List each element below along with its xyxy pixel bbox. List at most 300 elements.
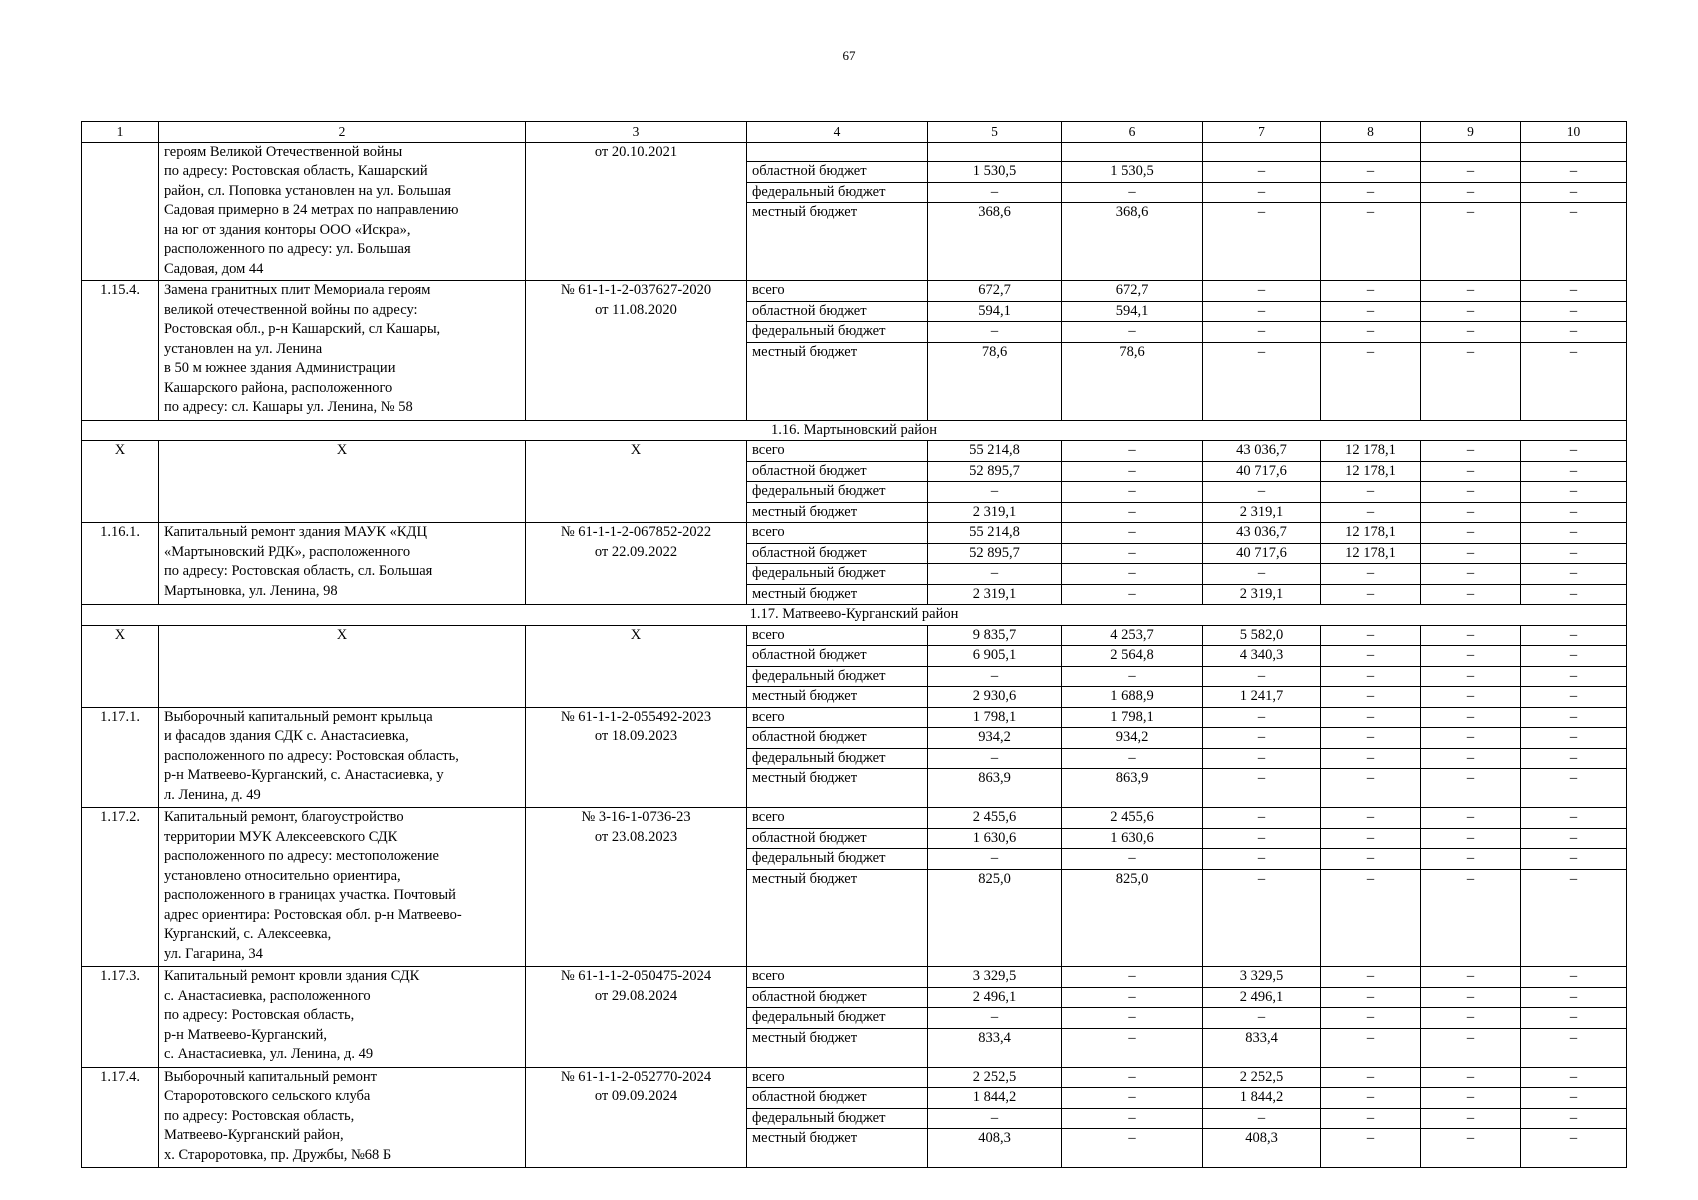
funding-source: всего (747, 1067, 928, 1088)
amount-col-10: – (1521, 987, 1627, 1008)
amount-col-10: – (1521, 502, 1627, 523)
amount-col-8: – (1321, 342, 1421, 420)
amount-col-9: – (1421, 342, 1521, 420)
section-title: 1.16. Мартыновский район (82, 420, 1627, 441)
amount-col-10: – (1521, 769, 1627, 808)
amount-col-9: – (1421, 281, 1521, 302)
amount-col-9 (1421, 142, 1521, 162)
amount-col-8: – (1321, 203, 1421, 281)
amount-col-10: – (1521, 849, 1627, 870)
column-number-6: 6 (1062, 122, 1203, 143)
funding-source: областной бюджет (747, 987, 928, 1008)
amount-col-5: 6 905,1 (928, 646, 1062, 667)
amount-col-8: – (1321, 584, 1421, 605)
description-line: расположенного по адресу: ул. Большая (164, 241, 411, 257)
item-number-text: 1.17.2. (100, 809, 140, 825)
amount-col-6: – (1062, 584, 1203, 605)
amount-col-6: 78,6 (1062, 342, 1203, 420)
document-line: Х (630, 626, 642, 643)
description-line: л. Ленина, д. 49 (164, 786, 261, 803)
amount-col-9: – (1421, 482, 1521, 503)
amount-col-6: – (1062, 967, 1203, 988)
amount-col-5: 863,9 (928, 769, 1062, 808)
description-line: Х (336, 626, 348, 643)
document-line: от 29.08.2024 (594, 987, 678, 1004)
amount-col-5: 368,6 (928, 203, 1062, 281)
description-line: расположенного по адресу: местоположение (164, 848, 439, 864)
column-number-1: 1 (82, 122, 159, 143)
item-description (159, 441, 526, 523)
document-line: от 11.08.2020 (595, 301, 677, 318)
amount-col-5: – (928, 666, 1062, 687)
amount-col-8: – (1321, 728, 1421, 749)
funding-source: всего (747, 441, 928, 462)
amount-col-6: 863,9 (1062, 769, 1203, 808)
funding-source: всего (747, 967, 928, 988)
funding-source: федеральный бюджет (747, 1108, 928, 1129)
column-number-5: 5 (928, 122, 1062, 143)
amount-col-5: 78,6 (928, 342, 1062, 420)
description-line: район, сл. Поповка установлен на ул. Большая (164, 182, 451, 199)
funding-source: федеральный бюджет (747, 1008, 928, 1029)
table-row (82, 967, 1627, 988)
amount-col-8: – (1321, 666, 1421, 687)
amount-col-10: – (1521, 707, 1627, 728)
column-number-4: 4 (747, 122, 928, 143)
amount-col-10: – (1521, 967, 1627, 988)
amount-col-6: 2 564,8 (1062, 646, 1203, 667)
amount-col-5: – (928, 564, 1062, 585)
description-line: по адресу: Ростовская область, (164, 1007, 355, 1023)
amount-col-10: – (1521, 1108, 1627, 1129)
amount-col-6: 1 530,5 (1062, 162, 1203, 183)
amount-col-6: – (1062, 1067, 1203, 1088)
amount-col-7: 40 717,6 (1203, 461, 1321, 482)
amount-col-8: 12 178,1 (1321, 523, 1421, 544)
item-number (82, 808, 159, 967)
description-line: Капитальный ремонт здания МАУК «КДЦ (164, 524, 427, 540)
amount-col-10: – (1521, 1129, 1627, 1168)
amount-col-8: – (1321, 301, 1421, 322)
description-line: Кашарского района, расположенного (164, 379, 393, 396)
amount-col-6: – (1062, 502, 1203, 523)
amount-col-8: – (1321, 1108, 1421, 1129)
document-reference (526, 1067, 747, 1168)
amount-col-8: 12 178,1 (1321, 461, 1421, 482)
amount-col-5: 825,0 (928, 869, 1062, 967)
amount-col-10: – (1521, 666, 1627, 687)
amount-col-9: – (1421, 162, 1521, 183)
document-line: от 09.09.2024 (594, 1088, 678, 1104)
funding-source: областной бюджет (747, 646, 928, 667)
amount-col-7: – (1203, 182, 1321, 203)
funding-source: федеральный бюджет (747, 482, 928, 503)
amount-col-10: – (1521, 646, 1627, 667)
funding-source: местный бюджет (747, 1028, 928, 1067)
amount-col-7: – (1203, 301, 1321, 322)
description-line: ул. Гагарина, 34 (164, 945, 263, 962)
amount-col-6: – (1062, 441, 1203, 462)
amount-col-8: – (1321, 162, 1421, 183)
amount-col-5: – (928, 748, 1062, 769)
amount-col-5: – (928, 849, 1062, 870)
funding-source: областной бюджет (747, 301, 928, 322)
amount-col-9: – (1421, 502, 1521, 523)
funding-source: всего (747, 523, 928, 544)
amount-col-9: – (1421, 1108, 1521, 1129)
table-row (82, 625, 1627, 646)
amount-col-7: – (1203, 769, 1321, 808)
amount-col-10: – (1521, 543, 1627, 564)
funding-source: федеральный бюджет (747, 182, 928, 203)
amount-col-7: – (1203, 1108, 1321, 1129)
amount-col-5: 672,7 (928, 281, 1062, 302)
description-line: Курганский, с. Алексеевка, (164, 926, 332, 942)
amount-col-10: – (1521, 342, 1627, 420)
amount-col-5: 52 895,7 (928, 543, 1062, 564)
description-line: Замена гранитных плит Мемориала героям (164, 282, 431, 298)
amount-col-9: – (1421, 828, 1521, 849)
table-row (82, 808, 1627, 829)
amount-col-5: 1 798,1 (928, 707, 1062, 728)
amount-col-10: – (1521, 584, 1627, 605)
amount-col-10: – (1521, 182, 1627, 203)
amount-col-5: 2 319,1 (928, 502, 1062, 523)
document-reference (526, 707, 747, 808)
description-line: «Мартыновский РДК», расположенного (164, 543, 411, 560)
item-description (159, 142, 526, 281)
item-description (159, 967, 526, 1068)
amount-col-9: – (1421, 322, 1521, 343)
amount-col-8: – (1321, 502, 1421, 523)
amount-col-10: – (1521, 748, 1627, 769)
amount-col-5: – (928, 182, 1062, 203)
amount-col-6: – (1062, 543, 1203, 564)
document-line: № 61-1-1-2-055492-2023 (560, 708, 712, 725)
amount-col-7: 833,4 (1203, 1028, 1321, 1067)
item-number-text: Х (114, 442, 126, 458)
description-line: в 50 м южнее здания Администрации (164, 360, 396, 376)
funding-source: федеральный бюджет (747, 666, 928, 687)
amount-col-5: – (928, 482, 1062, 503)
amount-col-10: – (1521, 162, 1627, 183)
amount-col-8: – (1321, 646, 1421, 667)
budget-table (81, 121, 1627, 1168)
amount-col-7: 43 036,7 (1203, 523, 1321, 544)
table-row (82, 281, 1627, 302)
description-line: Садовая, дом 44 (164, 260, 264, 277)
funding-source: федеральный бюджет (747, 849, 928, 870)
funding-source: федеральный бюджет (747, 748, 928, 769)
funding-source: всего (747, 707, 928, 728)
amount-col-9: – (1421, 1028, 1521, 1067)
funding-source (747, 142, 928, 162)
amount-col-7: 4 340,3 (1203, 646, 1321, 667)
document-line: от 22.09.2022 (594, 543, 678, 560)
amount-col-8: – (1321, 828, 1421, 849)
funding-source: местный бюджет (747, 869, 928, 967)
amount-col-7: 40 717,6 (1203, 543, 1321, 564)
amount-col-9: – (1421, 564, 1521, 585)
amount-col-10: – (1521, 869, 1627, 967)
amount-col-7: 1 241,7 (1203, 687, 1321, 708)
funding-source: местный бюджет (747, 1129, 928, 1168)
amount-col-9: – (1421, 301, 1521, 322)
amount-col-5: 55 214,8 (928, 441, 1062, 462)
amount-col-9: – (1421, 707, 1521, 728)
amount-col-6: 934,2 (1062, 728, 1203, 749)
amount-col-7: 2 319,1 (1203, 502, 1321, 523)
amount-col-7: – (1203, 707, 1321, 728)
amount-col-7: 2 319,1 (1203, 584, 1321, 605)
amount-col-6: 1 630,6 (1062, 828, 1203, 849)
amount-col-6: 594,1 (1062, 301, 1203, 322)
amount-col-6: – (1062, 322, 1203, 343)
amount-col-9: – (1421, 808, 1521, 829)
amount-col-5: 1 630,6 (928, 828, 1062, 849)
document-reference (526, 441, 747, 523)
amount-col-7: – (1203, 162, 1321, 183)
description-line: адрес ориентира: Ростовская обл. р-н Матвеево- (164, 906, 462, 923)
amount-col-9: – (1421, 967, 1521, 988)
amount-col-7: 5 582,0 (1203, 625, 1321, 646)
funding-source: областной бюджет (747, 461, 928, 482)
amount-col-8: – (1321, 625, 1421, 646)
column-number-2: 2 (159, 122, 526, 143)
amount-col-8: – (1321, 182, 1421, 203)
amount-col-9: – (1421, 646, 1521, 667)
amount-col-6: 1 798,1 (1062, 707, 1203, 728)
amount-col-9: – (1421, 461, 1521, 482)
amount-col-8: – (1321, 707, 1421, 728)
amount-col-6: 825,0 (1062, 869, 1203, 967)
item-number (82, 142, 159, 281)
amount-col-8: 12 178,1 (1321, 441, 1421, 462)
funding-source: федеральный бюджет (747, 322, 928, 343)
funding-source: местный бюджет (747, 584, 928, 605)
document-reference (526, 625, 747, 707)
amount-col-10: – (1521, 441, 1627, 462)
description-line: установлен на ул. Ленина (164, 340, 323, 357)
amount-col-10: – (1521, 523, 1627, 544)
document-line: № 61-1-1-2-050475-2024 (560, 968, 712, 984)
amount-col-9: – (1421, 869, 1521, 967)
amount-col-7: – (1203, 728, 1321, 749)
section-row (82, 605, 1627, 626)
document-reference (526, 281, 747, 421)
amount-col-7: 1 844,2 (1203, 1088, 1321, 1109)
amount-col-6: – (1062, 1129, 1203, 1168)
amount-col-5: 408,3 (928, 1129, 1062, 1168)
amount-col-10: – (1521, 564, 1627, 585)
amount-col-5: 9 835,7 (928, 625, 1062, 646)
amount-col-6: – (1062, 1108, 1203, 1129)
funding-source: всего (747, 281, 928, 302)
amount-col-9: – (1421, 523, 1521, 544)
document-reference (526, 142, 747, 281)
amount-col-6: – (1062, 482, 1203, 503)
amount-col-7: – (1203, 1008, 1321, 1029)
amount-col-5: 1 844,2 (928, 1088, 1062, 1109)
amount-col-5: 2 496,1 (928, 987, 1062, 1008)
amount-col-7: – (1203, 564, 1321, 585)
document-line: № 61-1-1-2-067852-2022 (560, 524, 712, 540)
amount-col-8: – (1321, 967, 1421, 988)
item-number-text: 1.15.4. (100, 282, 140, 298)
document-reference (526, 967, 747, 1068)
amount-col-8: – (1321, 869, 1421, 967)
amount-col-9: – (1421, 1008, 1521, 1029)
amount-col-6: – (1062, 1008, 1203, 1029)
amount-col-7: 43 036,7 (1203, 441, 1321, 462)
funding-source: местный бюджет (747, 687, 928, 708)
amount-col-10: – (1521, 808, 1627, 829)
amount-col-7: 408,3 (1203, 1129, 1321, 1168)
amount-col-10: – (1521, 1028, 1627, 1067)
description-line: р-н Матвеево-Курганский, (164, 1026, 328, 1043)
amount-col-8: – (1321, 1067, 1421, 1088)
amount-col-7: 2 252,5 (1203, 1067, 1321, 1088)
amount-col-7: 2 496,1 (1203, 987, 1321, 1008)
description-line: территории МУК Алексеевского СДК (164, 828, 398, 845)
item-description (159, 707, 526, 808)
amount-col-6 (1062, 142, 1203, 162)
amount-col-8: – (1321, 748, 1421, 769)
amount-col-9: – (1421, 728, 1521, 749)
funding-source: областной бюджет (747, 828, 928, 849)
item-number (82, 523, 159, 605)
amount-col-7: – (1203, 748, 1321, 769)
page-number: 67 (842, 48, 856, 63)
description-line: на юг от здания конторы ООО «Искра», (164, 221, 411, 238)
amount-col-9: – (1421, 666, 1521, 687)
description-line: Мартыновка, ул. Ленина, 98 (164, 582, 338, 599)
item-number (82, 281, 159, 421)
amount-col-9: – (1421, 1129, 1521, 1168)
description-line: расположенного в границах участка. Почтовый (164, 887, 456, 903)
item-description (159, 1067, 526, 1168)
amount-col-7 (1203, 142, 1321, 162)
description-line: установлено относительно ориентира, (164, 867, 401, 884)
amount-col-5: 52 895,7 (928, 461, 1062, 482)
amount-col-9: – (1421, 1088, 1521, 1109)
amount-col-9: – (1421, 849, 1521, 870)
amount-col-8: – (1321, 1008, 1421, 1029)
amount-col-10: – (1521, 1088, 1627, 1109)
amount-col-8: – (1321, 987, 1421, 1008)
amount-col-6: – (1062, 1028, 1203, 1067)
description-line: Садовая примерно в 24 метрах по направлению (164, 202, 459, 218)
item-number (82, 441, 159, 523)
amount-col-10: – (1521, 203, 1627, 281)
table-row (82, 523, 1627, 544)
item-number (82, 967, 159, 1068)
amount-col-5: 1 530,5 (928, 162, 1062, 183)
description-line: Ростовская обл., р-н Кашарский, сл Кашары, (164, 321, 441, 337)
funding-source: местный бюджет (747, 502, 928, 523)
amount-col-7: – (1203, 849, 1321, 870)
document-line: от 20.10.2021 (594, 143, 678, 160)
funding-source: местный бюджет (747, 769, 928, 808)
amount-col-6: – (1062, 666, 1203, 687)
table-body (82, 142, 1627, 1168)
column-number-9: 9 (1421, 122, 1521, 143)
amount-col-9: – (1421, 182, 1521, 203)
amount-col-6: 2 455,6 (1062, 808, 1203, 829)
item-number-text: 1.16.1. (100, 524, 140, 540)
amount-col-6: 672,7 (1062, 281, 1203, 302)
amount-col-6: – (1062, 523, 1203, 544)
column-number-8: 8 (1321, 122, 1421, 143)
amount-col-10: – (1521, 728, 1627, 749)
amount-col-10: – (1521, 322, 1627, 343)
amount-col-7: – (1203, 342, 1321, 420)
item-number (82, 1067, 159, 1168)
amount-col-5: 594,1 (928, 301, 1062, 322)
amount-col-10: – (1521, 687, 1627, 708)
item-description (159, 808, 526, 967)
amount-col-7: – (1203, 869, 1321, 967)
column-number-7: 7 (1203, 122, 1321, 143)
amount-col-7: – (1203, 482, 1321, 503)
item-number-text: 1.17.3. (100, 968, 140, 984)
amount-col-8: – (1321, 769, 1421, 808)
amount-col-9: – (1421, 543, 1521, 564)
item-description (159, 625, 526, 707)
amount-col-10: – (1521, 828, 1627, 849)
amount-col-6: 1 688,9 (1062, 687, 1203, 708)
document-reference (526, 808, 747, 967)
description-line: р-н Матвеево-Курганский, с. Анастасиевка, у (164, 767, 444, 783)
amount-col-10 (1521, 142, 1627, 162)
amount-col-5: 2 455,6 (928, 808, 1062, 829)
funding-source: федеральный бюджет (747, 564, 928, 585)
description-line: Выборочный капитальный ремонт (164, 1068, 377, 1085)
document-line: Х (630, 442, 642, 458)
column-number-10: 10 (1521, 122, 1627, 143)
amount-col-10: – (1521, 1067, 1627, 1088)
description-line: по адресу: сл. Кашары ул. Ленина, № 58 (164, 399, 413, 415)
amount-col-9: – (1421, 769, 1521, 808)
amount-col-5 (928, 142, 1062, 162)
amount-col-8: – (1321, 1129, 1421, 1168)
description-line: Староротовского сельского клуба (164, 1088, 371, 1104)
amount-col-7: – (1203, 203, 1321, 281)
amount-col-9: – (1421, 441, 1521, 462)
funding-source: всего (747, 808, 928, 829)
amount-col-8: – (1321, 808, 1421, 829)
funding-source: областной бюджет (747, 543, 928, 564)
amount-col-10: – (1521, 301, 1627, 322)
table-row (82, 707, 1627, 728)
amount-col-10: – (1521, 482, 1627, 503)
description-line: и фасадов здания СДК с. Анастасиевка, (164, 728, 409, 744)
description-line: Матвеево-Курганский район, (164, 1127, 344, 1143)
amount-col-9: – (1421, 1067, 1521, 1088)
amount-col-5: – (928, 1108, 1062, 1129)
amount-col-5: 2 252,5 (928, 1067, 1062, 1088)
amount-col-8: – (1321, 687, 1421, 708)
amount-col-6: – (1062, 987, 1203, 1008)
amount-col-9: – (1421, 584, 1521, 605)
amount-col-5: 833,4 (928, 1028, 1062, 1067)
amount-col-7: – (1203, 281, 1321, 302)
amount-col-6: 4 253,7 (1062, 625, 1203, 646)
funding-source: местный бюджет (747, 203, 928, 281)
description-line: героям Великой Отечественной войны (164, 143, 403, 160)
amount-col-9: – (1421, 987, 1521, 1008)
amount-col-7: – (1203, 322, 1321, 343)
